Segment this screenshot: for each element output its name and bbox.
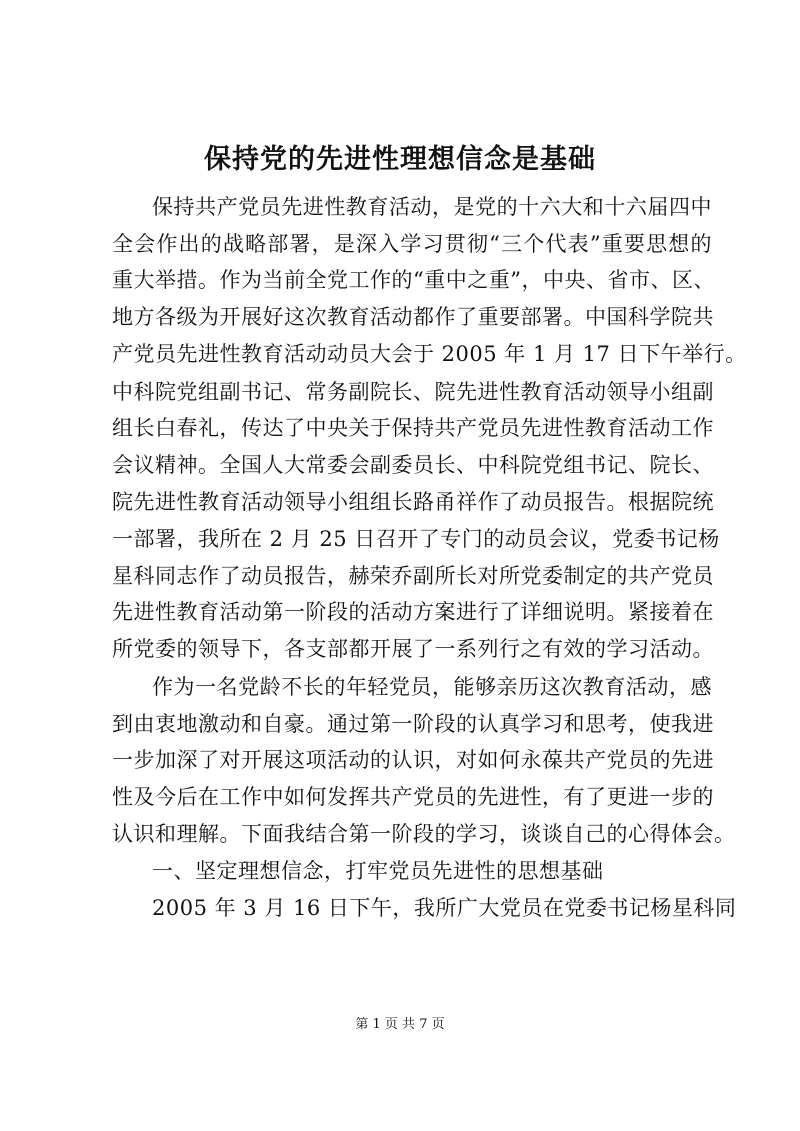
document-title: 保持党的先进性理想信念是基础	[204, 144, 596, 175]
paragraph-1-line-9: 院先进性教育活动领导小组组长路甬祥作了动员报告。根据院统	[112, 490, 714, 514]
paragraph-3-line-1: 2005 年 3 月 16 日下午，我所广大党员在党委书记杨星科同	[152, 896, 737, 920]
paragraph-1-line-10: 一部署，我所在 2 月 25 日召开了专门的动员会议，党委书记杨	[112, 527, 720, 551]
page-number-footer: 第 1 页 共 7 页	[355, 1017, 445, 1032]
paragraph-1-line-8: 会议精神。全国人大常委会副委员长、中科院党组书记、院长、	[112, 453, 714, 477]
paragraph-1-line-7: 组长白春礼，传达了中央关于保持共产党员先进性教育活动工作	[112, 416, 714, 440]
paragraph-2-line-3: 一步加深了对开展这项活动的认识，对如何永葆共产党员的先进	[112, 748, 714, 772]
paragraph-2-line-5: 认识和理解。下面我结合第一阶段的学习，谈谈自己的心得体会。	[112, 822, 736, 846]
paragraph-1-line-5: 产党员先进性教育活动动员大会于 2005 年 1 月 17 日下午举行。	[112, 342, 747, 366]
paragraph-1-line-13: 所党委的领导下，各支部都开展了一系列行之有效的学习活动。	[112, 637, 714, 661]
section-heading-1: 一、坚定理想信念，打牢党员先进性的思想基础	[152, 859, 604, 883]
paragraph-1-line-12: 先进性教育活动第一阶段的活动方案进行了详细说明。紧接着在	[112, 600, 714, 624]
paragraph-1-line-6: 中科院党组副书记、常务副院长、院先进性教育活动领导小组副	[112, 380, 714, 404]
paragraph-1-line-2: 全会作出的战略部署，是深入学习贯彻“三个代表”重要思想的	[112, 232, 712, 256]
paragraph-1-line-4: 地方各级为开展好这次教育活动都作了重要部署。中国科学院共	[112, 305, 714, 329]
paragraph-1-line-1: 保持共产党员先进性教育活动，是党的十六大和十六届四中	[152, 195, 712, 219]
paragraph-2-line-2: 到由衷地激动和自豪。通过第一阶段的认真学习和思考，使我进	[112, 712, 714, 736]
paragraph-2-line-1: 作为一名党龄不长的年轻党员，能够亲历这次教育活动，感	[152, 675, 712, 699]
paragraph-1-line-11: 星科同志作了动员报告，赫荣乔副所长对所党委制定的共产党员	[112, 564, 714, 588]
paragraph-1-line-3: 重大举措。作为当前全党工作的“重中之重”，中央、省市、区、	[112, 268, 715, 292]
paragraph-2-line-4: 性及今后在工作中如何发挥共产党员的先进性，有了更进一步的	[112, 785, 714, 809]
